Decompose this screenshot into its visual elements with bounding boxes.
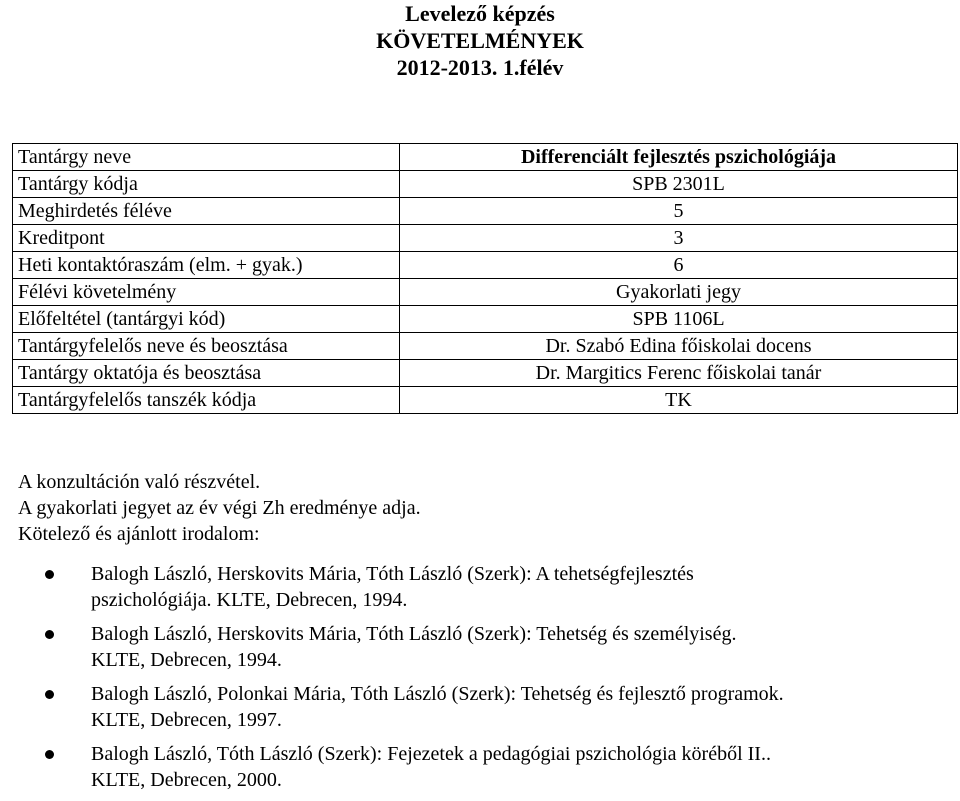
reference-line: pszichológiája. KLTE, Debrecen, 1994. [91,589,408,611]
reference-line: KLTE, Debrecen, 2000. [91,769,282,791]
row-label: Félévi követelmény [13,279,400,306]
literature-heading: Kötelező és ajánlott irodalom: [18,523,260,545]
header-subtitle: KÖVETELMÉNYEK [376,28,584,53]
table-row [13,306,958,333]
row-label: Heti kontaktóraszám (elm. + gyak.) [13,252,400,279]
list-item [18,741,948,793]
table-row [13,225,958,252]
table-row [13,279,958,306]
reference-line: Balogh László, Herskovits Mária, Tóth László (Szerk): Tehetség és személyiség. [91,623,737,645]
header-semester: 2012-2013. 1.félév [396,55,564,80]
table-row [13,171,958,198]
row-label: Tantárgy kódja [13,171,400,198]
course-info-table [12,143,958,414]
requirements-notes [18,469,421,547]
bullet-icon [45,690,54,699]
list-item [18,681,948,733]
reference-line: Balogh László, Tóth László (Szerk): Fejezetek a pedagógiai pszichológia köréből II.. [91,743,771,765]
row-value: 6 [400,252,958,279]
bullet-icon [45,750,54,759]
list-item [18,561,948,613]
reference-line: Balogh László, Herskovits Mária, Tóth László (Szerk): A tehetségfejlesztés [91,563,694,585]
row-value: SPB 1106L [400,306,958,333]
table-row [13,252,958,279]
row-value: Dr. Margitics Ferenc főiskolai tanár [400,360,958,387]
row-value: Dr. Szabó Edina főiskolai docens [400,333,958,360]
row-label: Tantárgyfelelős neve és beosztása [13,333,400,360]
reference-line: Balogh László, Polonkai Mária, Tóth László (Szerk): Tehetség és fejlesztő programok. [91,683,784,705]
reference-line: KLTE, Debrecen, 1994. [91,649,282,671]
bullet-icon [45,570,54,579]
row-label: Tantárgy oktatója és beosztása [13,360,400,387]
row-value: Differenciált fejlesztés pszichológiája [400,144,958,171]
table-row [13,333,958,360]
row-value: TK [400,387,958,414]
row-label: Meghirdetés féléve [13,198,400,225]
grading-note: A gyakorlati jegyet az év végi Zh eredménye adja. [18,497,421,519]
row-label: Tantárgyfelelős tanszék kódja [13,387,400,414]
row-value: SPB 2301L [400,171,958,198]
reference-line: KLTE, Debrecen, 1997. [91,709,282,731]
table-row [13,360,958,387]
header-title: Levelező képzés [405,1,555,26]
table-row [13,144,958,171]
row-value: Gyakorlati jegy [400,279,958,306]
row-label: Tantárgy neve [13,144,400,171]
document-header [0,0,960,81]
table-row [13,387,958,414]
row-value: 3 [400,225,958,252]
table-row [13,198,958,225]
attendance-note: A konzultáción való részvétel. [18,471,261,493]
row-label: Kreditpont [13,225,400,252]
row-label: Előfeltétel (tantárgyi kód) [13,306,400,333]
bullet-icon [45,630,54,639]
row-value: 5 [400,198,958,225]
literature-list [18,561,948,801]
list-item [18,621,948,673]
